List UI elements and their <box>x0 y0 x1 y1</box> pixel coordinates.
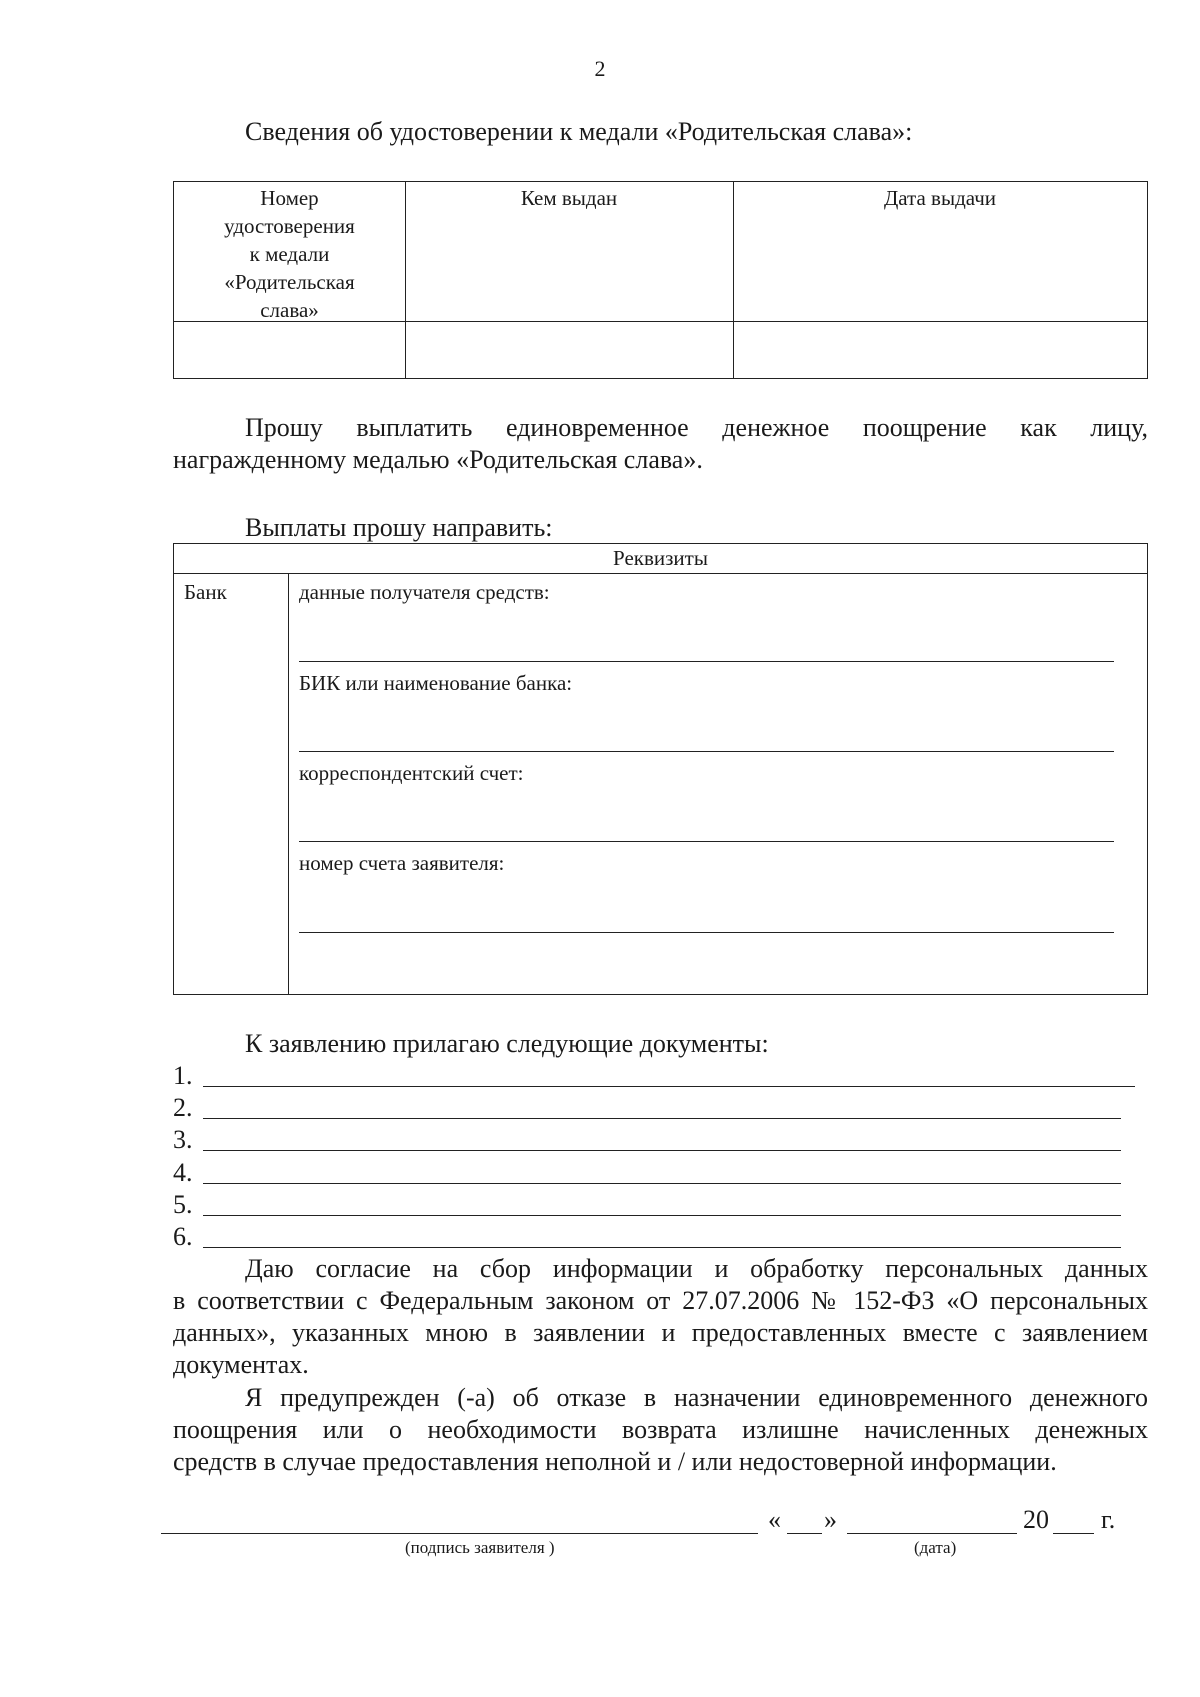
bik-label: БИК или наименование банка: <box>299 671 573 695</box>
recipient-data-line[interactable] <box>299 661 1114 662</box>
correspondent-account-line[interactable] <box>299 841 1114 842</box>
document-number: 2. <box>173 1093 193 1122</box>
document-line-3[interactable] <box>203 1150 1121 1151</box>
year-prefix: 20 <box>1023 1505 1049 1534</box>
document-line-5[interactable] <box>203 1215 1121 1216</box>
correspondent-account-label: корреспондентский счет: <box>299 761 524 785</box>
consent-paragraph: Даю согласие на сбор информации и обработку персональных данных в соответствии с Федеральным законом от 27.07.2006 № 152-ФЗ «О персональных данных», указанных мною в заявлении и предоставленных вместе с заявлением документах. <box>173 1254 1148 1379</box>
payment-heading: Выплаты прошу направить: <box>245 513 553 542</box>
document-number: 5. <box>173 1190 193 1219</box>
day-line[interactable] <box>787 1533 822 1534</box>
applicant-account-label: номер счета заявителя: <box>299 851 505 875</box>
quote-open: « <box>768 1505 781 1534</box>
signature-caption: (подпись заявителя ) <box>405 1538 555 1557</box>
column-issue-date: Дата выдачи <box>883 186 997 210</box>
page-number: 2 <box>594 56 606 81</box>
issued-by-cell[interactable] <box>406 322 733 378</box>
applicant-account-line[interactable] <box>299 932 1114 933</box>
certificate-heading: Сведения об удостоверении к медали «Родительская слава»: <box>245 117 913 146</box>
request-line-2: награжденному медалью «Родительская слава». <box>173 445 703 474</box>
document-number: 1. <box>173 1061 193 1090</box>
certificate-table <box>173 181 1148 379</box>
document-number: 3. <box>173 1125 193 1154</box>
document-number: 6. <box>173 1222 193 1251</box>
requisites-header: Реквизиты <box>613 546 708 570</box>
month-line[interactable] <box>847 1533 1017 1534</box>
document-number: 4. <box>173 1158 193 1187</box>
signature-line[interactable] <box>161 1533 758 1534</box>
bank-label: Банк <box>184 580 227 604</box>
document-line-4[interactable] <box>203 1183 1121 1184</box>
quote-close: » <box>824 1505 837 1534</box>
year-line[interactable] <box>1053 1533 1094 1534</box>
warning-paragraph: Я предупрежден (-а) об отказе в назначении единовременного денежного поощрения или о необходимости возврата излишне начисленных денежных средств в случае предоставления неполной и / или недостоверной информации. <box>173 1383 1148 1476</box>
request-line-1: Прошу выплатить единовременное денежное поощрение как лицу, <box>245 413 1148 442</box>
bik-line[interactable] <box>299 751 1114 752</box>
recipient-data-label: данные получателя средств: <box>299 580 550 604</box>
issue-date-cell[interactable] <box>734 322 1147 378</box>
documents-heading: К заявлению прилагаю следующие документы: <box>245 1029 769 1058</box>
certificate-number-cell[interactable] <box>174 322 405 378</box>
year-suffix: г. <box>1101 1505 1116 1534</box>
document-line-2[interactable] <box>203 1118 1121 1119</box>
column-issued-by: Кем выдан <box>520 186 618 210</box>
requisites-table <box>173 543 1148 995</box>
column-certificate-number: Номер удостоверения к медали «Родительская слава» <box>224 186 355 322</box>
document-line-6[interactable] <box>203 1247 1121 1248</box>
document-line-1[interactable] <box>203 1086 1135 1087</box>
date-caption: (дата) <box>914 1538 957 1557</box>
